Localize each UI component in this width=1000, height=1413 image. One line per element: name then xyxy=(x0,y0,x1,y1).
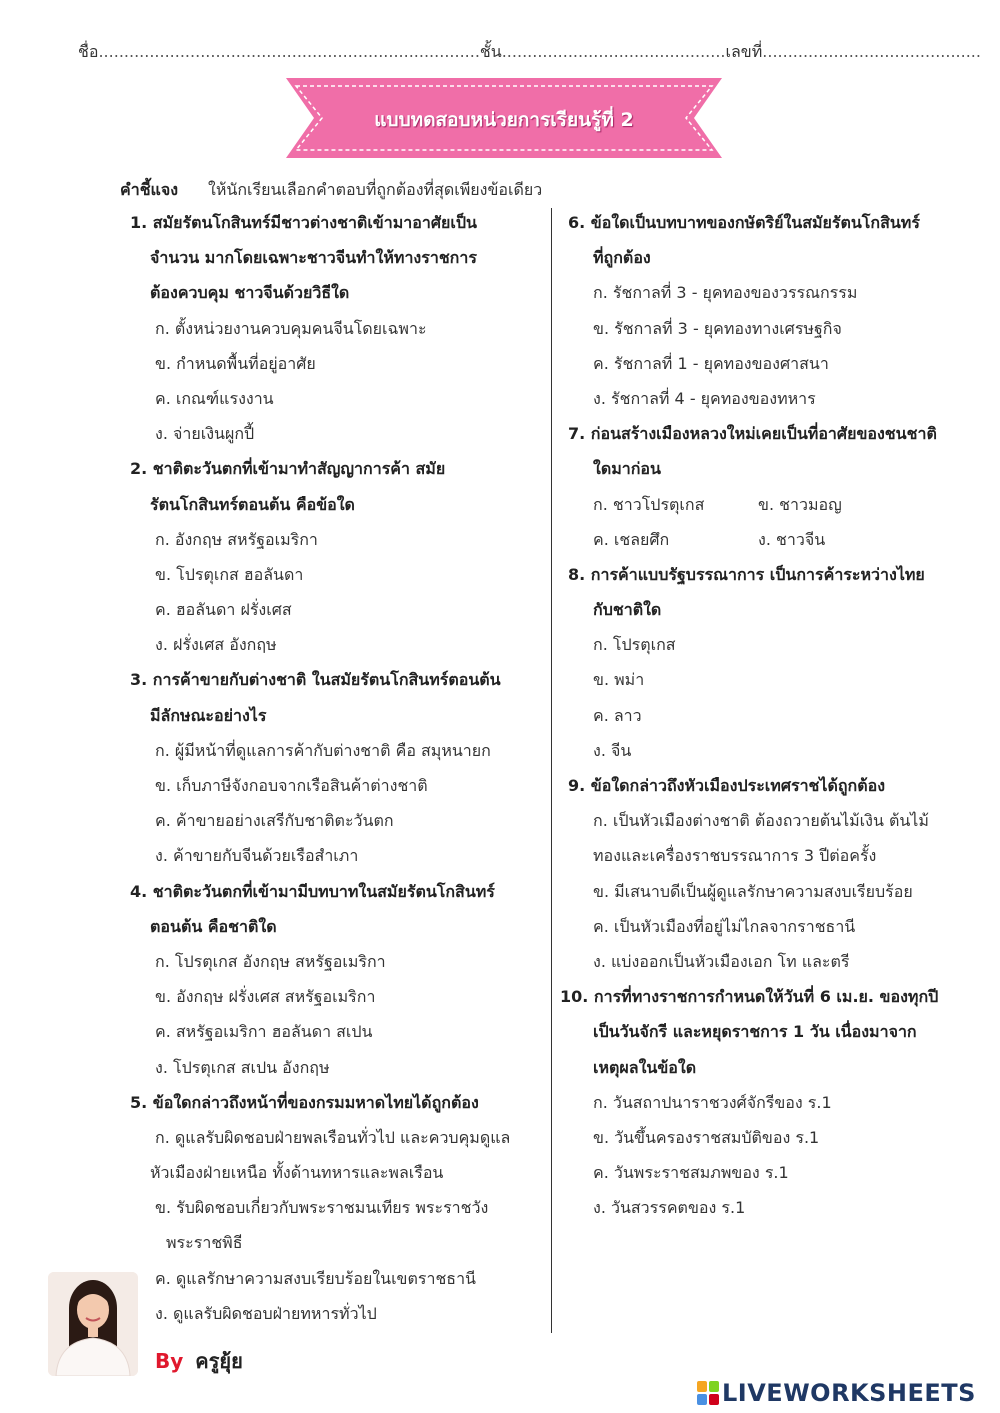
q7-options-row-2 xyxy=(568,522,938,557)
question-6: 6. ข้อใดเป็นบทบาทของกษัตริย์ในสมัยรัตนโกสินทร์ xyxy=(568,213,920,232)
q2-option-a[interactable]: ก. อังกฤษ สหรัฐอเมริกา xyxy=(155,529,318,549)
left-column xyxy=(130,205,510,1331)
question-2: 2. ชาติตะวันตกที่เข้ามาทำสัญญาการค้า สมัย xyxy=(130,459,446,479)
q9-option-a[interactable]: ก. เป็นหัวเมืองต่างชาติ ต้องถวายต้นไม้เงิน ต้นไม้ xyxy=(593,811,929,831)
q7-options-row-1 xyxy=(568,487,938,522)
q5-option-b[interactable]: ข. รับผิดชอบเกี่ยวกับพระราชมนเทียร พระราชวัง xyxy=(155,1198,489,1218)
student-info-line xyxy=(78,40,981,65)
question-6-cont: ที่ถูกต้อง xyxy=(593,248,651,268)
name-blank[interactable]: ........................................................................... xyxy=(98,42,480,61)
class-blank[interactable]: ............................................ xyxy=(501,42,726,61)
q6-option-a[interactable]: ก. รัชกาลที่ 3 - ยุคทองของวรรณกรรม xyxy=(593,283,858,303)
q5-option-a[interactable]: ก. ดูแลรับผิดชอบฝ่ายพลเรือนทั่วไป และควบคุมดูแล xyxy=(155,1127,511,1147)
q3-option-c[interactable]: ค. ค้าขายอย่างเสรีกับชาติตะวันตก xyxy=(155,811,394,831)
q10-option-b[interactable]: ข. วันขึ้นครองราชสมบัติของ ร.1 xyxy=(593,1127,820,1147)
q8-option-a[interactable]: ก. โปรตุเกส xyxy=(593,635,676,655)
q6-option-c[interactable]: ค. รัชกาลที่ 1 - ยุคทองของศาสนา xyxy=(593,353,829,373)
question-1-cont: ต้องควบคุม ชาวจีนด้วยวิธีใด xyxy=(150,283,350,303)
question-2-cont: รัตนโกสินทร์ตอนต้น คือข้อใด xyxy=(150,494,355,514)
question-5: 5. ข้อใดกล่าวถึงหน้าที่ของกรมมหาดไทยได้ถูกต้อง xyxy=(130,1092,479,1112)
question-8: 8. การค้าแบบรัฐบรรณาการ เป็นการค้าระหว่างไทย xyxy=(568,564,925,584)
question-9: 9. ข้อใดกล่าวถึงหัวเมืองประเทศราชได้ถูกต้อง xyxy=(568,776,886,795)
instructions-label: คำชี้แจง xyxy=(120,180,179,199)
right-column xyxy=(560,205,939,1225)
q1-option-b[interactable]: ข. กำหนดพื้นที่อยู่อาศัย xyxy=(155,353,316,373)
question-8-cont: กับชาติใด xyxy=(593,600,662,620)
liveworksheets-watermark[interactable] xyxy=(697,1378,976,1408)
q6-option-b[interactable]: ข. รัชกาลที่ 3 - ยุคทองทางเศรษฐกิจ xyxy=(593,318,842,338)
q2-option-c[interactable]: ค. ฮอลันดา ฝรั่งเศส xyxy=(155,600,292,620)
liveworksheets-text: LIVEWORKSHEETS xyxy=(722,1379,976,1407)
class-label: ชั้น xyxy=(479,42,502,61)
instructions-text: ให้นักเรียนเลือกคำตอบที่ถูกต้องที่สุดเพียงข้อเดียว xyxy=(208,180,543,199)
q4-option-a[interactable]: ก. โปรตุเกส อังกฤษ สหรัฐอเมริกา xyxy=(155,951,386,971)
q3-option-d[interactable]: ง. ค้าขายกับจีนด้วยเรือสำเภา xyxy=(155,846,359,866)
credit-author: ครูยุ้ย xyxy=(195,1349,243,1373)
number-label: เลขที่ xyxy=(725,42,763,61)
credit-by: By xyxy=(155,1349,184,1373)
question-10-cont: เหตุผลในข้อใด xyxy=(593,1057,697,1077)
question-3-cont: มีลักษณะอย่างไร xyxy=(150,705,267,725)
q1-option-d[interactable]: ง. จ่ายเงินผูกปี้ xyxy=(155,424,255,444)
question-7: 7. ก่อนสร้างเมืองหลวงใหม่เคยเป็นที่อาศัยของชนชาติ xyxy=(568,424,937,444)
q9-option-b[interactable]: ข. มีเสนาบดีเป็นผู้ดูแลรักษาความสงบเรียบร้อย xyxy=(593,881,913,901)
q6-option-d[interactable]: ง. รัชกาลที่ 4 - ยุคทองของทหาร xyxy=(593,388,816,408)
question-7-cont: ใดมาก่อน xyxy=(593,459,661,479)
instructions xyxy=(120,178,542,203)
teacher-photo xyxy=(48,1272,138,1376)
liveworksheets-logo-icon xyxy=(697,1381,719,1405)
q10-option-d[interactable]: ง. วันสวรรคตของ ร.1 xyxy=(593,1198,746,1218)
q7-option-d[interactable]: ง. ชาวจีน xyxy=(758,529,826,549)
number-blank[interactable]: ........................................... xyxy=(762,42,981,61)
q4-option-c[interactable]: ค. สหรัฐอเมริกา ฮอลันดา สเปน xyxy=(155,1022,373,1042)
question-3: 3. การค้าขายกับต่างชาติ ในสมัยรัตนโกสินทร์ตอนต้น xyxy=(130,670,501,690)
q9-option-d[interactable]: ง. แบ่งออกเป็นหัวเมืองเอก โท และตรี xyxy=(593,951,850,971)
question-10-cont: เป็นวันจักรี และหยุดราชการ 1 วัน เนื่องมาจาก xyxy=(593,1022,917,1042)
title-banner xyxy=(286,74,722,162)
q1-option-c[interactable]: ค. เกณฑ์แรงงาน xyxy=(155,388,274,408)
q5-option-d[interactable]: ง. ดูแลรับผิดชอบฝ่ายทหารทั่วไป xyxy=(155,1303,377,1323)
question-4-cont: ตอนต้น คือชาติใด xyxy=(150,916,277,936)
credit xyxy=(155,1345,243,1377)
q10-option-a[interactable]: ก. วันสถาปนาราชวงศ์จักรีของ ร.1 xyxy=(593,1092,832,1112)
q2-option-d[interactable]: ง. ฝรั่งเศส อังกฤษ xyxy=(155,635,277,655)
q8-option-c[interactable]: ค. ลาว xyxy=(593,705,642,725)
q9-option-a-cont: ทองและเครื่องราชบรรณาการ 3 ปีต่อครั้ง xyxy=(593,846,877,866)
q7-option-c[interactable]: ค. เชลยศึก xyxy=(593,529,670,549)
question-1-cont: จำนวน มากโดยเฉพาะชาวจีนทำให้ทางราชการ xyxy=(150,248,477,268)
column-divider xyxy=(551,208,552,1333)
q9-option-c[interactable]: ค. เป็นหัวเมืองที่อยู่ไม่ไกลจากราชธานี xyxy=(593,916,856,936)
q7-option-b[interactable]: ข. ชาวมอญ xyxy=(758,494,842,514)
question-10: 10. การที่ทางราชการกำหนดให้วันที่ 6 เม.ย. ของทุกปี xyxy=(560,987,939,1007)
question-4: 4. ชาติตะวันตกที่เข้ามามีบทบาทในสมัยรัตนโกสินทร์ xyxy=(130,881,495,901)
q3-option-b[interactable]: ข. เก็บภาษีจังกอบจากเรือสินค้าต่างชาติ xyxy=(155,776,428,795)
name-label: ชื่อ xyxy=(78,42,99,61)
q7-option-a[interactable]: ก. ชาวโปรตุเกส xyxy=(593,494,705,514)
q3-option-a[interactable]: ก. ผู้มีหน้าที่ดูแลการค้ากับต่างชาติ คือ สมุหนายก xyxy=(155,740,491,760)
question-1: 1. สมัยรัตนโกสินทร์มีชาวต่างชาติเข้ามาอาศัยเป็น xyxy=(130,213,477,232)
worksheet-title: แบบทดสอบหน่วยการเรียนรู้ที่ 2 xyxy=(374,109,634,131)
q4-option-d[interactable]: ง. โปรตุเกส สเปน อังกฤษ xyxy=(155,1057,330,1077)
q10-option-c[interactable]: ค. วันพระราชสมภพของ ร.1 xyxy=(593,1163,789,1183)
q1-option-a[interactable]: ก. ตั้งหน่วยงานควบคุมคนจีนโดยเฉพาะ xyxy=(155,318,427,338)
q5-option-c[interactable]: ค. ดูแลรักษาความสงบเรียบร้อยในเขตราชธานี xyxy=(155,1268,476,1288)
q8-option-b[interactable]: ข. พม่า xyxy=(593,670,645,690)
q5-option-a-cont: หัวเมืองฝ่ายเหนือ ทั้งด้านทหารและพลเรือน xyxy=(150,1163,444,1183)
q5-option-b-cont: พระราชพิธี xyxy=(166,1233,243,1253)
q2-option-b[interactable]: ข. โปรตุเกส ฮอลันดา xyxy=(155,564,304,584)
q8-option-d[interactable]: ง. จีน xyxy=(593,740,632,760)
q4-option-b[interactable]: ข. อังกฤษ ฝรั่งเศส สหรัฐอเมริกา xyxy=(155,987,376,1007)
